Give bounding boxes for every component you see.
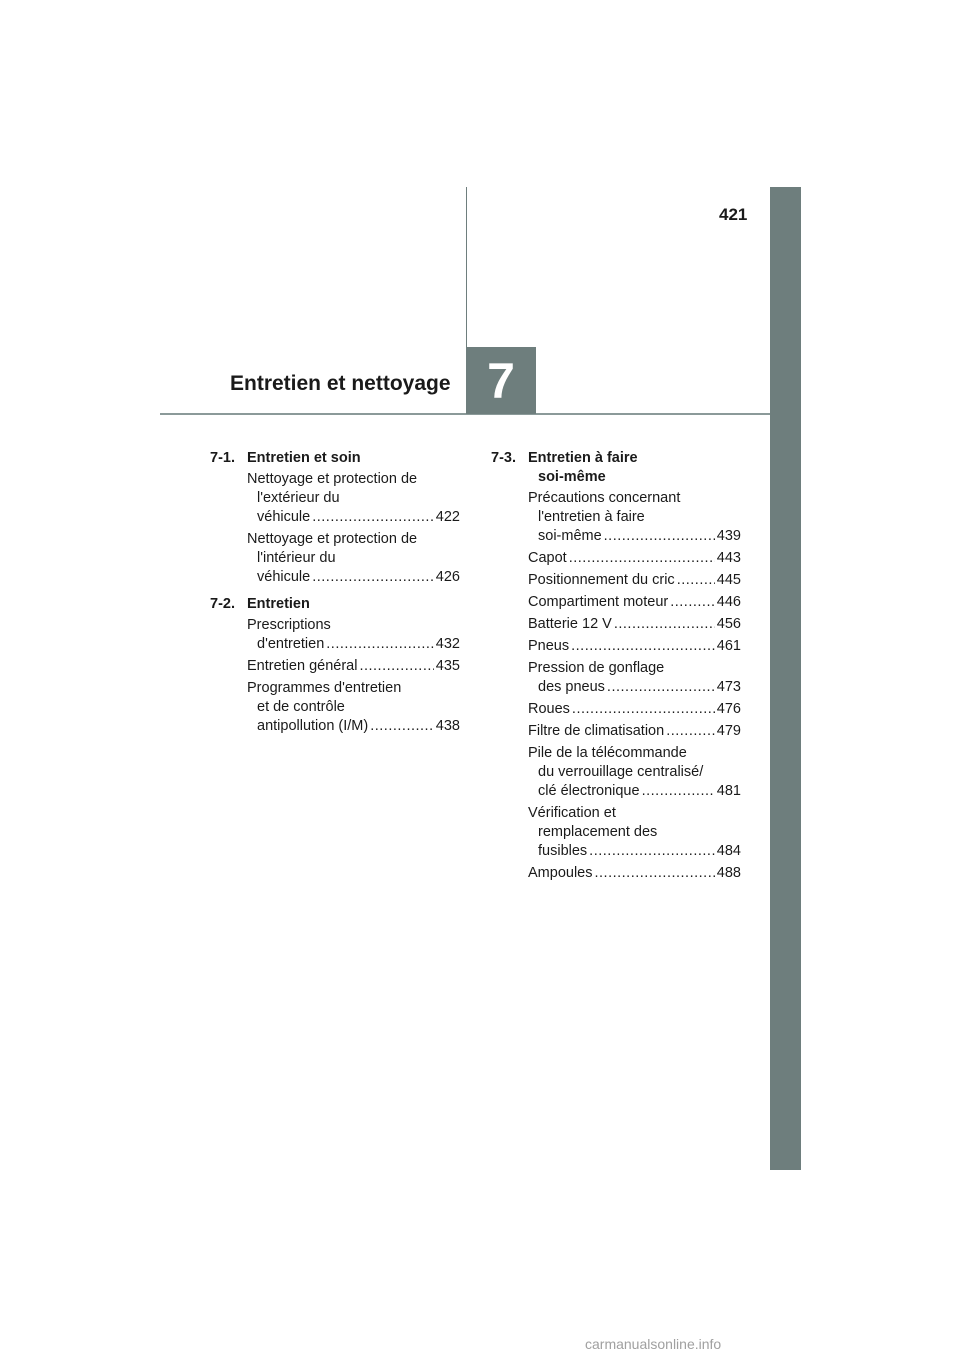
entry-text xyxy=(528,615,741,634)
toc-entry-link[interactable] xyxy=(528,571,741,590)
toc-section xyxy=(210,595,460,736)
entry-page-number: 439 xyxy=(716,528,741,544)
entry-page-number: 443 xyxy=(716,550,741,566)
entry-page-number: 488 xyxy=(716,865,741,881)
entry-line: l'intérieur du xyxy=(257,550,336,566)
entry-text xyxy=(528,744,741,801)
toc-entry-link[interactable] xyxy=(528,637,741,656)
entry-text xyxy=(247,470,460,527)
entry-page-number: 456 xyxy=(716,616,741,632)
dot-leader xyxy=(326,635,434,654)
entry-last-line xyxy=(528,549,741,568)
chapter-side-tab xyxy=(770,187,801,1170)
entry-line: Précautions concernant xyxy=(528,490,681,506)
watermark: carmanualsonline.info xyxy=(585,1336,722,1352)
entry-page-number: 426 xyxy=(435,569,460,585)
section-title-line: Entretien à faire xyxy=(528,450,638,466)
toc-entry-link[interactable] xyxy=(528,864,741,883)
entry-page-number: 476 xyxy=(716,701,741,717)
entry-text xyxy=(528,722,741,741)
toc-entry-link[interactable] xyxy=(528,744,741,801)
entry-page-number: 422 xyxy=(435,509,460,525)
entry-line: Pression de gonflage xyxy=(528,660,665,676)
section-number: 7-3. xyxy=(491,450,516,466)
entry-line-text: fusibles xyxy=(538,843,588,859)
entry-last-line xyxy=(528,722,741,741)
entry-last-line xyxy=(528,571,741,590)
entry-page-number: 445 xyxy=(716,572,741,588)
entry-line: Pile de la télécommande xyxy=(528,745,687,761)
toc-column-left xyxy=(210,449,460,744)
entry-line: Vérification et xyxy=(528,805,616,821)
entry-page-number: 481 xyxy=(716,783,741,799)
dot-leader xyxy=(594,864,714,883)
dot-leader xyxy=(614,615,715,634)
entry-text xyxy=(528,593,741,612)
entry-line: du verrouillage centralisé/ xyxy=(538,764,704,780)
entry-page-number: 446 xyxy=(716,594,741,610)
section-heading xyxy=(210,449,460,468)
toc-section xyxy=(491,449,741,883)
entry-line: l'extérieur du xyxy=(257,490,340,506)
entry-page-number: 473 xyxy=(716,679,741,695)
toc-section xyxy=(210,449,460,587)
toc-entry-link[interactable] xyxy=(528,722,741,741)
entry-last-line xyxy=(247,717,460,736)
entry-line-text: Positionnement du cric xyxy=(528,572,675,588)
entry-text xyxy=(247,530,460,587)
entry-text xyxy=(528,659,741,697)
dot-leader xyxy=(677,571,715,590)
entry-last-line xyxy=(528,782,741,801)
entry-last-line xyxy=(528,864,741,883)
entry-text xyxy=(528,804,741,861)
entry-line-text: clé électronique xyxy=(538,783,640,799)
header-horizontal-rule xyxy=(160,413,770,415)
entry-line-text: d'entretien xyxy=(257,636,325,652)
toc-entry-link[interactable] xyxy=(247,679,460,736)
entry-line-text: véhicule xyxy=(257,569,311,585)
entry-last-line xyxy=(528,842,741,861)
toc-column-right xyxy=(491,449,741,891)
entry-text xyxy=(528,489,741,546)
dot-leader xyxy=(571,637,715,656)
entry-last-line xyxy=(247,568,460,587)
section-entries xyxy=(491,489,741,883)
toc-entry-link[interactable] xyxy=(528,615,741,634)
header-vertical-rule xyxy=(466,187,467,347)
dot-leader xyxy=(607,678,715,697)
section-heading xyxy=(491,449,741,487)
entry-text xyxy=(247,616,460,654)
toc-entry-link[interactable] xyxy=(528,593,741,612)
entry-last-line xyxy=(528,700,741,719)
entry-page-number: 432 xyxy=(435,636,460,652)
toc-entry-link[interactable] xyxy=(247,616,460,654)
entry-line-text: Capot xyxy=(528,550,567,566)
entry-last-line xyxy=(528,637,741,656)
entry-line-text: Ampoules xyxy=(528,865,593,881)
entry-text xyxy=(528,637,741,656)
entry-last-line xyxy=(528,615,741,634)
entry-line-text: antipollution (I/M) xyxy=(257,718,369,734)
dot-leader xyxy=(666,722,715,741)
entry-line: remplacement des xyxy=(538,824,658,840)
entry-text xyxy=(528,571,741,590)
entry-page-number: 484 xyxy=(716,843,741,859)
entry-line: Programmes d'entretien xyxy=(247,680,402,696)
entry-line-text: Pneus xyxy=(528,638,570,654)
section-title xyxy=(528,449,638,487)
entry-page-number: 435 xyxy=(435,658,460,674)
entry-last-line xyxy=(528,593,741,612)
entry-last-line xyxy=(528,527,741,546)
dot-leader xyxy=(359,657,433,676)
entry-text xyxy=(528,700,741,719)
toc-entry-link[interactable] xyxy=(528,549,741,568)
toc-entry-link[interactable] xyxy=(528,489,741,546)
section-heading xyxy=(210,595,460,614)
entry-text xyxy=(528,864,741,883)
entry-text xyxy=(247,679,460,736)
entry-line: l'entretien à faire xyxy=(538,509,645,525)
toc-entry-link[interactable] xyxy=(247,470,460,527)
entry-line-text: véhicule xyxy=(257,509,311,525)
dot-leader xyxy=(312,568,434,587)
entry-line-text: Entretien général xyxy=(247,658,358,674)
dot-leader xyxy=(670,593,715,612)
entry-page-number: 479 xyxy=(716,723,741,739)
entry-line: Nettoyage et protection de xyxy=(247,471,418,487)
entry-line-text: Compartiment moteur xyxy=(528,594,669,610)
entry-last-line xyxy=(247,508,460,527)
entry-last-line xyxy=(247,635,460,654)
dot-leader xyxy=(312,508,434,527)
section-number: 7-1. xyxy=(210,450,235,466)
dot-leader xyxy=(589,842,715,861)
page-number: 421 xyxy=(719,205,748,224)
entry-line: et de contrôle xyxy=(257,699,345,715)
toc-entry-link[interactable] xyxy=(247,657,460,676)
toc-entry-link[interactable] xyxy=(247,530,460,587)
section-title xyxy=(247,595,310,614)
dot-leader xyxy=(572,700,715,719)
entry-line-text: Filtre de climatisation xyxy=(528,723,665,739)
entry-line-text: Roues xyxy=(528,701,570,717)
entry-last-line xyxy=(528,678,741,697)
entry-line-text: soi-même xyxy=(538,528,602,544)
toc-entry-link[interactable] xyxy=(528,659,741,697)
entry-line: Prescriptions xyxy=(247,617,331,633)
section-entries xyxy=(210,470,460,587)
section-title-line: Entretien et soin xyxy=(247,450,361,466)
dot-leader xyxy=(642,782,715,801)
section-title-line: soi-même xyxy=(538,469,606,485)
entry-page-number: 461 xyxy=(716,638,741,654)
entry-text xyxy=(528,549,741,568)
dot-leader xyxy=(604,527,715,546)
toc-entry-link[interactable] xyxy=(528,804,741,861)
dot-leader xyxy=(370,717,434,736)
section-title xyxy=(247,449,361,468)
chapter-title: Entretien et nettoyage xyxy=(230,372,451,395)
entry-line-text: Batterie 12 V xyxy=(528,616,612,632)
chapter-number: 7 xyxy=(487,352,515,409)
entry-last-line xyxy=(247,657,460,676)
entry-line: Nettoyage et protection de xyxy=(247,531,418,547)
section-title-line: Entretien xyxy=(247,596,310,612)
toc-entry-link[interactable] xyxy=(528,700,741,719)
entry-line-text: des pneus xyxy=(538,679,605,695)
chapter-number-box xyxy=(466,347,536,414)
entry-text xyxy=(247,657,460,676)
dot-leader xyxy=(569,549,715,568)
section-number: 7-2. xyxy=(210,596,235,612)
section-entries xyxy=(210,616,460,736)
entry-page-number: 438 xyxy=(435,718,460,734)
